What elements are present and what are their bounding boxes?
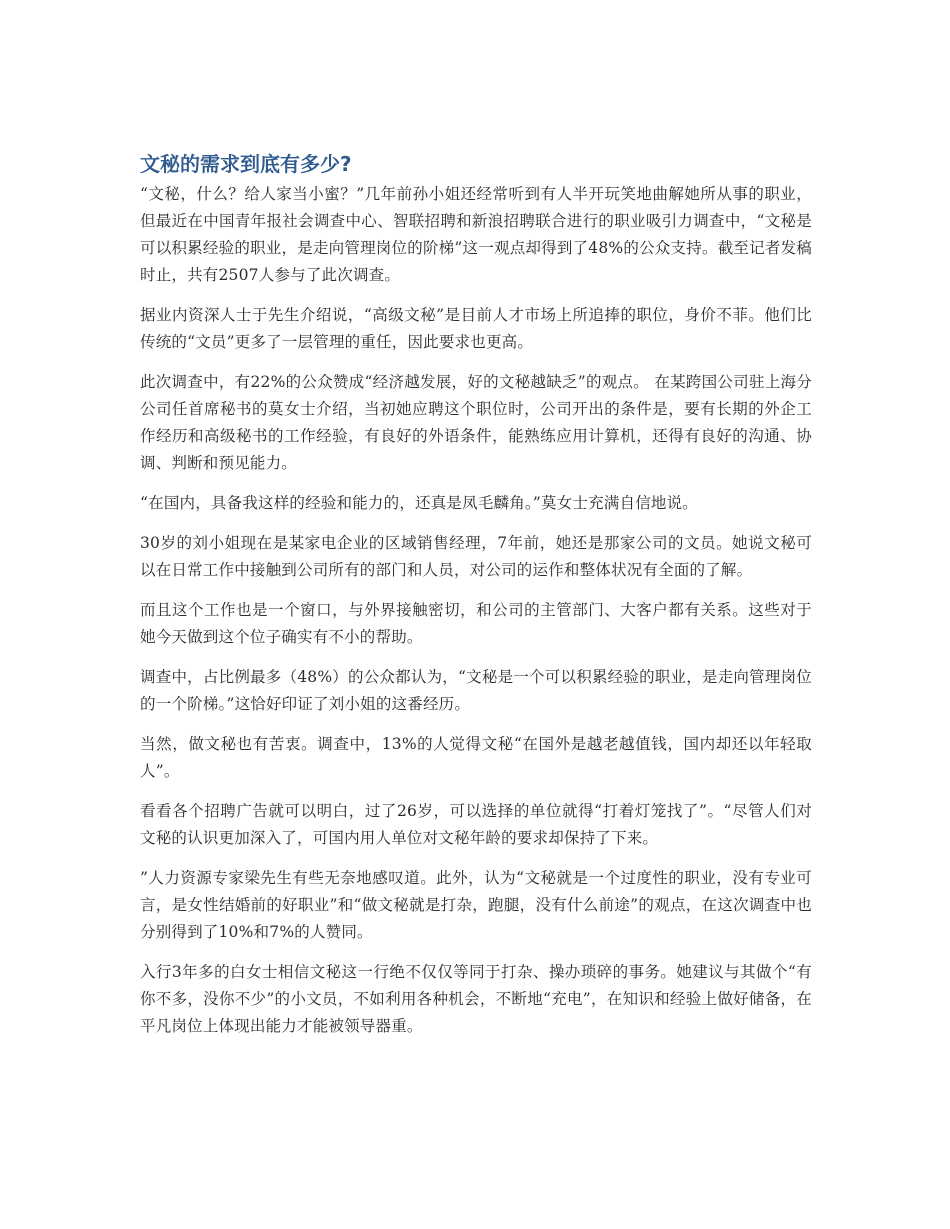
article-title: 文秘的需求到底有多少? <box>140 152 352 176</box>
paragraph-10: ”人力资源专家梁先生有些无奈地感叹道。此外，认为“文秘就是一个过度性的职业，没有专业可言，是女性结婚前的好职业”和“做文秘就是打杂，跑腿，没有什么前途”的观点，在这次调查中也分别得到了10%和7%的人赞同。 <box>140 869 812 941</box>
paragraph-3: 此次调查中，有22%的公众赞成“经济越发展，好的文秘越缺乏”的观点。 在某跨国公司驻上海分公司任首席秘书的莫女士介绍，当初她应聘这个职位时，公司开出的条件是，要有长期的外企工作经历和高级秘书的工作经验，有良好的外语条件，能熟练应用计算机，还得有良好的沟通、协调、判断和预见能力。 <box>140 373 812 472</box>
paragraph-7: 调查中，占比例最多（48%）的公众都认为，“文秘是一个可以积累经验的职业，是走向管理岗位的一个阶梯。”这恰好印证了刘小姐的这番经历。 <box>140 668 812 713</box>
paragraph-9: 看看各个招聘广告就可以明白，过了26岁，可以选择的单位就得“打着灯笼找了”。“尽管人们对文秘的认识更加深入了，可国内用人单位对文秘年龄的要求却保持了下来。 <box>140 802 812 847</box>
paragraph-6: 而且这个工作也是一个窗口，与外界接触密切，和公司的主管部门、大客户都有关系。这些对于她今天做到这个位子确实有不小的帮助。 <box>140 601 812 646</box>
paragraph-2: 据业内资深人士于先生介绍说，“高级文秘”是目前人才市场上所追捧的职位，身价不菲。他们比传统的“文员”更多了一层管理的重任，因此要求也更高。 <box>140 306 812 351</box>
paragraph-8: 当然，做文秘也有苦衷。调查中，13%的人觉得文秘“在国外是越老越值钱，国内却还以年轻取人”。 <box>140 735 812 780</box>
paragraph-5: 30岁的刘小姐现在是某家电企业的区域销售经理，7年前，她还是那家公司的文员。她说文秘可以在日常工作中接触到公司所有的部门和人员，对公司的运作和整体状况有全面的了解。 <box>140 534 812 579</box>
paragraph-4: “在国内，具备我这样的经验和能力的，还真是凤毛麟角。”莫女士充满自信地说。 <box>140 494 699 512</box>
paragraph-1: “文秘，什么？给人家当小蜜？”几年前孙小姐还经常听到有人半开玩笑地曲解她所从事的职业，但最近在中国青年报社会调查中心、智联招聘和新浪招聘联合进行的职业吸引力调查中，“文秘是可以积累经验的职业，是走向管理岗位的阶梯”这一观点却得到了48%的公众支持。截至记者发稿时止，共有2507人参与了此次调查。 <box>140 185 812 284</box>
paragraph-11: 入行3年多的白女士相信文秘这一行绝不仅仅等同于打杂、操办琐碎的事务。她建议与其做个“有你不多，没你不少”的小文员，不如利用各种机会，不断地“充电”，在知识和经验上做好储备，在平凡岗位上体现出能力才能被领导器重。 <box>140 963 812 1035</box>
document-page <box>140 147 812 1053</box>
